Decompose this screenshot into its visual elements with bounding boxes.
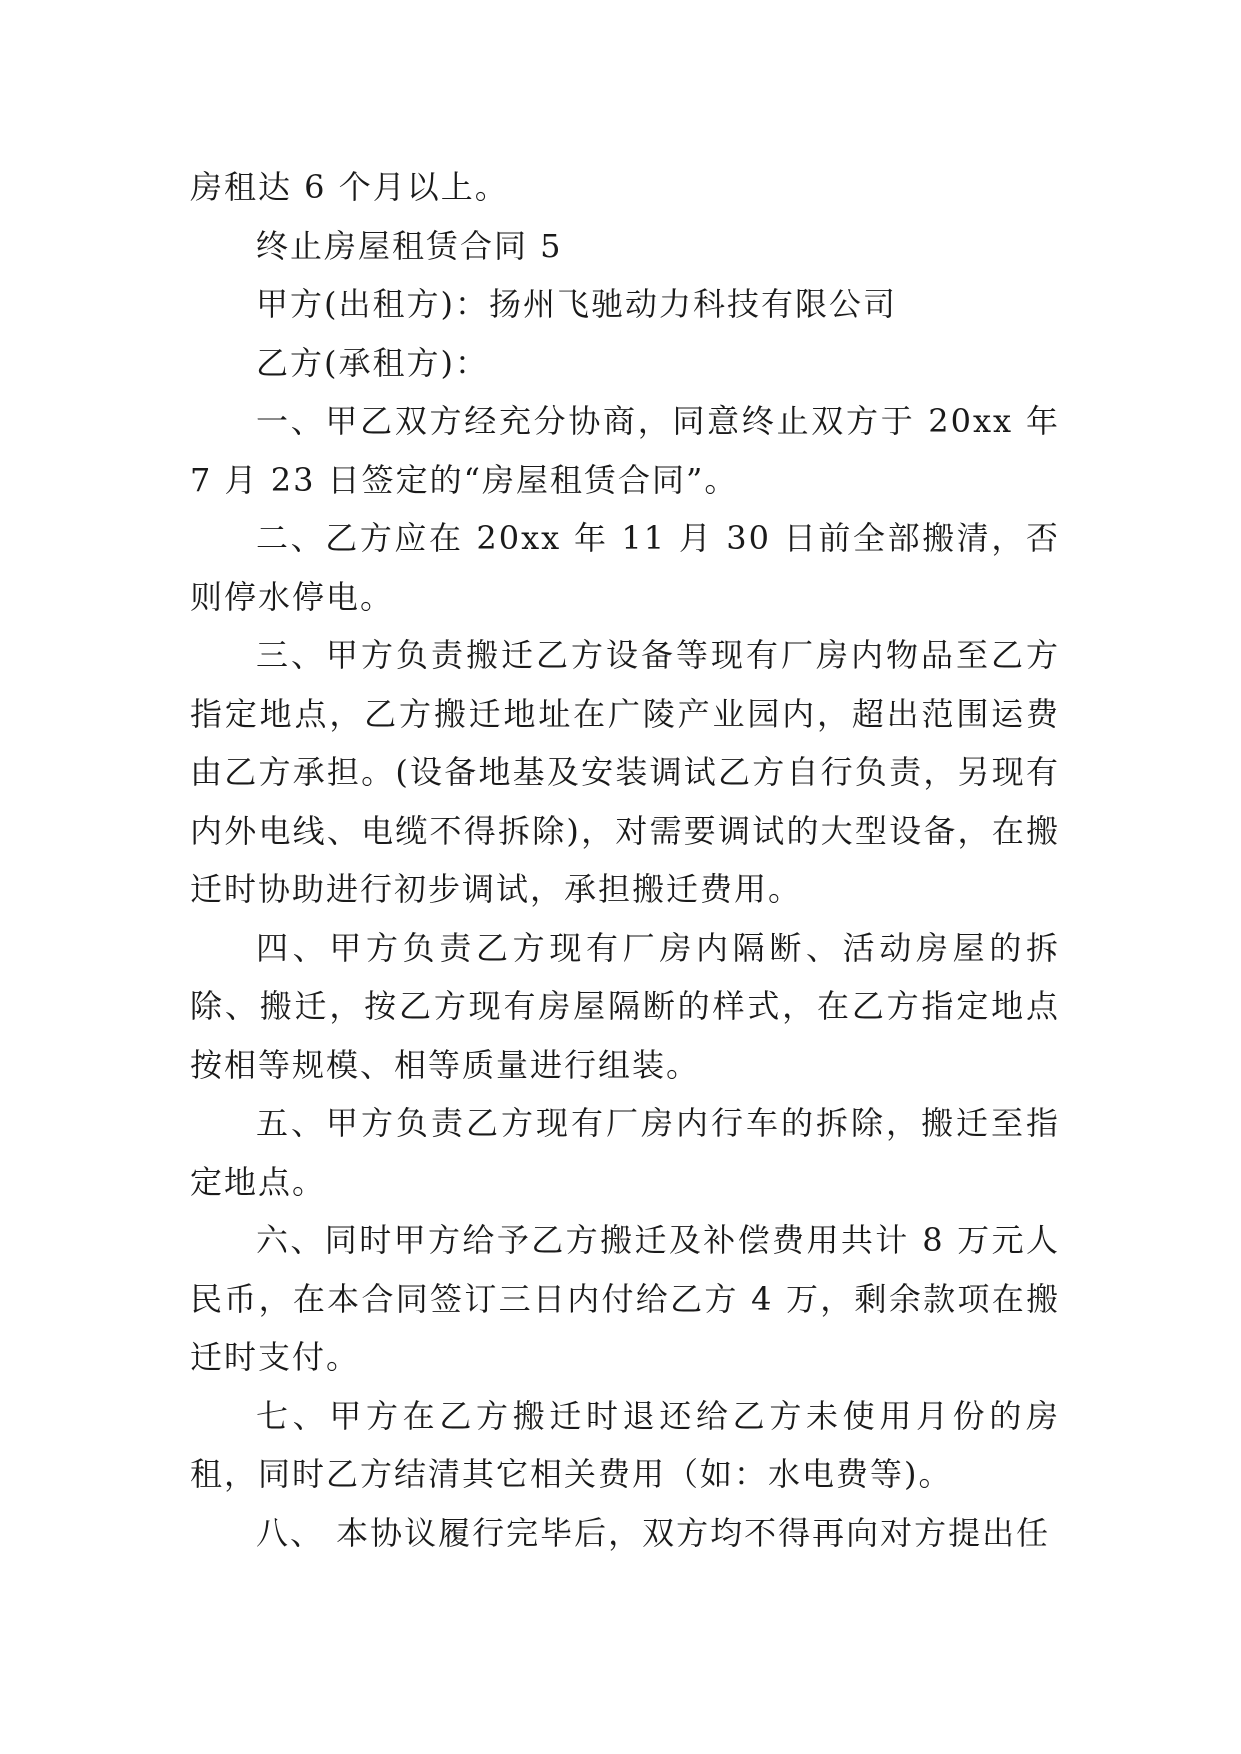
paragraph-rent-continuation: 房租达 6 个月以上。 (190, 168, 509, 206)
clause-4: 四、甲方负责乙方现有厂房内隔断、活动房屋的拆除、搬迁，按乙方现有房屋隔断的样式，在乙方指定地点按相等规模、相等质量进行组装。 (190, 928, 1060, 1084)
party-a-line: 甲方(出租方)：扬州飞驰动力科技有限公司 (256, 285, 897, 323)
clause-5: 五、甲方负责乙方现有厂房内行车的拆除，搬迁至指定地点。 (190, 1104, 1060, 1201)
clause-8: 八、 本协议履行完毕后，双方均不得再向对方提出任 (256, 1513, 1051, 1552)
clause-2: 二、乙方应在 20xx 年 11 月 30 日前全部搬清，否则停水停电。 (190, 519, 1060, 616)
section-heading: 终止房屋租赁合同 5 (256, 226, 563, 265)
clause-7: 七、甲方在乙方搬迁时退还给乙方未使用月份的房租，同时乙方结清其它相关费用（如：水电费等)。 (190, 1396, 1060, 1493)
clause-3: 三、甲方负责搬迁乙方设备等现有厂房内物品至乙方指定地点，乙方搬迁地址在广陵产业园内，超出范围运费由乙方承担。(设备地基及安装调试乙方自行负责，另现有内外电线、电缆不得拆除)，对需要调试的大型设备，在搬迁时协助进行初步调试，承担搬迁费用。 (190, 636, 1060, 908)
clause-1: 一、甲乙双方经充分协商，同意终止双方于 20xx 年 7 月 23 日签定的“房屋租赁合同”。 (190, 402, 1060, 499)
party-b-line: 乙方(承租方)： (256, 343, 489, 382)
document-body (190, 158, 1060, 1562)
clause-6: 六、同时甲方给予乙方搬迁及补偿费用共计 8 万元人民币，在本合同签订三日内付给乙方 4 万，剩余款项在搬迁时支付。 (190, 1221, 1060, 1376)
